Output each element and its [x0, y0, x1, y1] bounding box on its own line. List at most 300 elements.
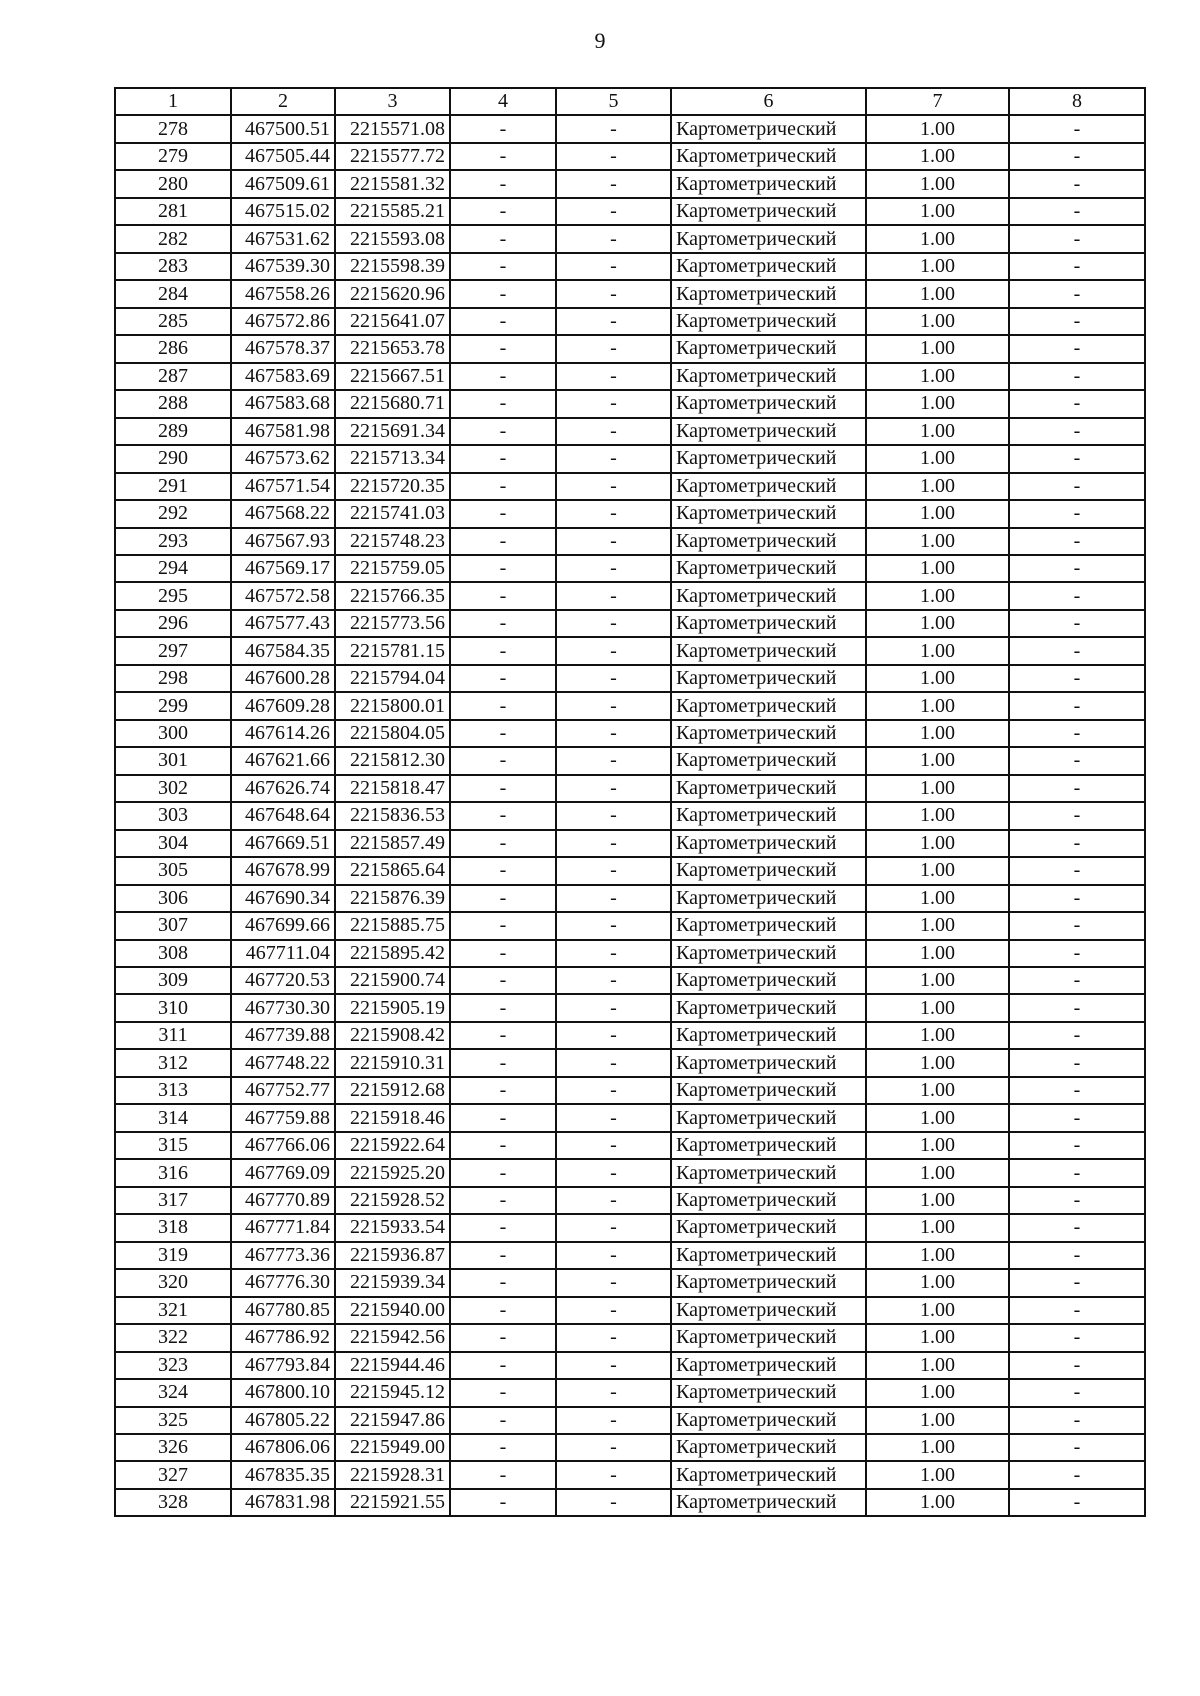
- cell-col-5: -: [556, 967, 671, 994]
- cell-col-5: -: [556, 610, 671, 637]
- cell-y-coordinate: 2215720.35: [335, 473, 450, 500]
- cell-x-coordinate: 467759.88: [231, 1104, 335, 1131]
- cell-col-8: -: [1009, 637, 1145, 664]
- cell-method: Картометрический: [671, 143, 866, 170]
- cell-col-8: -: [1009, 1242, 1145, 1269]
- cell-x-coordinate: 467800.10: [231, 1379, 335, 1406]
- cell-method: Картометрический: [671, 1104, 866, 1131]
- cell-accuracy: 1.00: [866, 1407, 1009, 1434]
- table-row: [115, 1132, 1145, 1159]
- cell-y-coordinate: 2215925.20: [335, 1159, 450, 1186]
- cell-col-8: -: [1009, 747, 1145, 774]
- cell-col-5: -: [556, 885, 671, 912]
- cell-accuracy: 1.00: [866, 967, 1009, 994]
- cell-col-4: -: [450, 363, 556, 390]
- column-header-2: 2: [231, 88, 335, 115]
- cell-accuracy: 1.00: [866, 555, 1009, 582]
- table-row: [115, 225, 1145, 252]
- table-row: [115, 1187, 1145, 1214]
- cell-point-number: 318: [115, 1214, 231, 1241]
- cell-col-4: -: [450, 555, 556, 582]
- cell-accuracy: 1.00: [866, 1489, 1009, 1516]
- cell-col-4: -: [450, 967, 556, 994]
- cell-method: Картометрический: [671, 665, 866, 692]
- cell-col-8: -: [1009, 1104, 1145, 1131]
- cell-y-coordinate: 2215949.00: [335, 1434, 450, 1461]
- cell-col-5: -: [556, 857, 671, 884]
- table-row: [115, 830, 1145, 857]
- cell-x-coordinate: 467505.44: [231, 143, 335, 170]
- table-row: [115, 390, 1145, 417]
- table-row: [115, 528, 1145, 555]
- cell-accuracy: 1.00: [866, 390, 1009, 417]
- cell-y-coordinate: 2215918.46: [335, 1104, 450, 1131]
- cell-method: Картометрический: [671, 253, 866, 280]
- cell-y-coordinate: 2215900.74: [335, 967, 450, 994]
- cell-col-5: -: [556, 1489, 671, 1516]
- cell-y-coordinate: 2215944.46: [335, 1352, 450, 1379]
- cell-col-8: -: [1009, 1379, 1145, 1406]
- table-body: [115, 115, 1145, 1516]
- cell-point-number: 285: [115, 308, 231, 335]
- cell-x-coordinate: 467678.99: [231, 857, 335, 884]
- cell-col-4: -: [450, 1159, 556, 1186]
- cell-x-coordinate: 467748.22: [231, 1049, 335, 1076]
- cell-method: Картометрический: [671, 1077, 866, 1104]
- cell-col-5: -: [556, 1077, 671, 1104]
- table-row: [115, 280, 1145, 307]
- cell-col-8: -: [1009, 994, 1145, 1021]
- cell-col-4: -: [450, 445, 556, 472]
- cell-x-coordinate: 467539.30: [231, 253, 335, 280]
- cell-col-5: -: [556, 555, 671, 582]
- cell-accuracy: 1.00: [866, 857, 1009, 884]
- cell-col-8: -: [1009, 692, 1145, 719]
- cell-method: Картометрический: [671, 967, 866, 994]
- cell-col-5: -: [556, 637, 671, 664]
- cell-y-coordinate: 2215741.03: [335, 500, 450, 527]
- cell-col-4: -: [450, 528, 556, 555]
- cell-y-coordinate: 2215912.68: [335, 1077, 450, 1104]
- cell-point-number: 309: [115, 967, 231, 994]
- cell-method: Картометрический: [671, 390, 866, 417]
- cell-col-5: -: [556, 308, 671, 335]
- cell-col-5: -: [556, 830, 671, 857]
- cell-x-coordinate: 467583.68: [231, 390, 335, 417]
- cell-x-coordinate: 467669.51: [231, 830, 335, 857]
- cell-method: Картометрический: [671, 692, 866, 719]
- table-row: [115, 1269, 1145, 1296]
- cell-col-4: -: [450, 610, 556, 637]
- cell-accuracy: 1.00: [866, 830, 1009, 857]
- cell-col-5: -: [556, 1022, 671, 1049]
- cell-point-number: 323: [115, 1352, 231, 1379]
- cell-method: Картометрический: [671, 994, 866, 1021]
- cell-col-8: -: [1009, 857, 1145, 884]
- cell-y-coordinate: 2215593.08: [335, 225, 450, 252]
- cell-method: Картометрический: [671, 610, 866, 637]
- cell-col-8: -: [1009, 1269, 1145, 1296]
- cell-point-number: 281: [115, 198, 231, 225]
- cell-method: Картометрический: [671, 473, 866, 500]
- cell-x-coordinate: 467626.74: [231, 775, 335, 802]
- cell-accuracy: 1.00: [866, 1242, 1009, 1269]
- cell-col-5: -: [556, 1104, 671, 1131]
- cell-col-8: -: [1009, 775, 1145, 802]
- cell-method: Картометрический: [671, 445, 866, 472]
- table-row: [115, 692, 1145, 719]
- table-row: [115, 912, 1145, 939]
- cell-point-number: 306: [115, 885, 231, 912]
- cell-col-5: -: [556, 1324, 671, 1351]
- cell-accuracy: 1.00: [866, 610, 1009, 637]
- cell-point-number: 328: [115, 1489, 231, 1516]
- table-row: [115, 1159, 1145, 1186]
- cell-accuracy: 1.00: [866, 885, 1009, 912]
- cell-col-5: -: [556, 335, 671, 362]
- cell-method: Картометрический: [671, 1242, 866, 1269]
- cell-col-5: -: [556, 1049, 671, 1076]
- cell-x-coordinate: 467690.34: [231, 885, 335, 912]
- cell-x-coordinate: 467831.98: [231, 1489, 335, 1516]
- cell-point-number: 290: [115, 445, 231, 472]
- cell-x-coordinate: 467720.53: [231, 967, 335, 994]
- cell-y-coordinate: 2215641.07: [335, 308, 450, 335]
- cell-accuracy: 1.00: [866, 940, 1009, 967]
- cell-col-8: -: [1009, 170, 1145, 197]
- cell-point-number: 316: [115, 1159, 231, 1186]
- cell-col-4: -: [450, 280, 556, 307]
- cell-method: Картометрический: [671, 1022, 866, 1049]
- cell-y-coordinate: 2215922.64: [335, 1132, 450, 1159]
- cell-method: Картометрический: [671, 1434, 866, 1461]
- cell-accuracy: 1.00: [866, 1187, 1009, 1214]
- cell-x-coordinate: 467739.88: [231, 1022, 335, 1049]
- cell-accuracy: 1.00: [866, 198, 1009, 225]
- cell-y-coordinate: 2215945.12: [335, 1379, 450, 1406]
- table-row: [115, 473, 1145, 500]
- cell-y-coordinate: 2215800.01: [335, 692, 450, 719]
- table-row: [115, 198, 1145, 225]
- table-row: [115, 610, 1145, 637]
- cell-col-4: -: [450, 418, 556, 445]
- cell-col-4: -: [450, 940, 556, 967]
- cell-col-4: -: [450, 637, 556, 664]
- cell-y-coordinate: 2215876.39: [335, 885, 450, 912]
- cell-accuracy: 1.00: [866, 1049, 1009, 1076]
- cell-point-number: 315: [115, 1132, 231, 1159]
- cell-x-coordinate: 467805.22: [231, 1407, 335, 1434]
- cell-y-coordinate: 2215865.64: [335, 857, 450, 884]
- cell-x-coordinate: 467569.17: [231, 555, 335, 582]
- cell-point-number: 314: [115, 1104, 231, 1131]
- cell-col-8: -: [1009, 1352, 1145, 1379]
- cell-accuracy: 1.00: [866, 473, 1009, 500]
- cell-col-5: -: [556, 473, 671, 500]
- cell-point-number: 299: [115, 692, 231, 719]
- cell-accuracy: 1.00: [866, 692, 1009, 719]
- cell-accuracy: 1.00: [866, 1269, 1009, 1296]
- cell-point-number: 282: [115, 225, 231, 252]
- cell-point-number: 286: [115, 335, 231, 362]
- cell-y-coordinate: 2215928.52: [335, 1187, 450, 1214]
- cell-x-coordinate: 467730.30: [231, 994, 335, 1021]
- cell-point-number: 283: [115, 253, 231, 280]
- cell-point-number: 287: [115, 363, 231, 390]
- cell-point-number: 300: [115, 720, 231, 747]
- cell-accuracy: 1.00: [866, 1324, 1009, 1351]
- cell-col-5: -: [556, 1407, 671, 1434]
- cell-y-coordinate: 2215766.35: [335, 582, 450, 609]
- cell-col-4: -: [450, 1352, 556, 1379]
- cell-col-4: -: [450, 253, 556, 280]
- cell-point-number: 307: [115, 912, 231, 939]
- cell-y-coordinate: 2215940.00: [335, 1297, 450, 1324]
- cell-method: Картометрический: [671, 528, 866, 555]
- cell-point-number: 312: [115, 1049, 231, 1076]
- cell-method: Картометрический: [671, 1159, 866, 1186]
- cell-y-coordinate: 2215748.23: [335, 528, 450, 555]
- cell-point-number: 325: [115, 1407, 231, 1434]
- table-row: [115, 445, 1145, 472]
- table-row: [115, 994, 1145, 1021]
- table-row: [115, 1077, 1145, 1104]
- column-header-6: 6: [671, 88, 866, 115]
- cell-point-number: 302: [115, 775, 231, 802]
- cell-x-coordinate: 467567.93: [231, 528, 335, 555]
- cell-x-coordinate: 467752.77: [231, 1077, 335, 1104]
- column-header-1: 1: [115, 88, 231, 115]
- cell-col-4: -: [450, 1077, 556, 1104]
- cell-col-8: -: [1009, 473, 1145, 500]
- table-row: [115, 582, 1145, 609]
- cell-col-4: -: [450, 1379, 556, 1406]
- cell-col-8: -: [1009, 528, 1145, 555]
- table-row: [115, 1461, 1145, 1488]
- cell-col-5: -: [556, 115, 671, 142]
- cell-point-number: 297: [115, 637, 231, 664]
- cell-col-8: -: [1009, 830, 1145, 857]
- column-header-5: 5: [556, 88, 671, 115]
- cell-method: Картометрический: [671, 198, 866, 225]
- cell-accuracy: 1.00: [866, 802, 1009, 829]
- cell-point-number: 288: [115, 390, 231, 417]
- cell-x-coordinate: 467571.54: [231, 473, 335, 500]
- cell-col-4: -: [450, 692, 556, 719]
- cell-col-5: -: [556, 1379, 671, 1406]
- table-row: [115, 1489, 1145, 1516]
- cell-x-coordinate: 467835.35: [231, 1461, 335, 1488]
- table-row: [115, 308, 1145, 335]
- cell-x-coordinate: 467558.26: [231, 280, 335, 307]
- cell-y-coordinate: 2215905.19: [335, 994, 450, 1021]
- table-row: [115, 143, 1145, 170]
- cell-y-coordinate: 2215933.54: [335, 1214, 450, 1241]
- cell-col-5: -: [556, 747, 671, 774]
- cell-col-5: -: [556, 720, 671, 747]
- cell-col-4: -: [450, 1324, 556, 1351]
- cell-method: Картометрический: [671, 802, 866, 829]
- cell-x-coordinate: 467572.58: [231, 582, 335, 609]
- cell-accuracy: 1.00: [866, 308, 1009, 335]
- cell-col-4: -: [450, 747, 556, 774]
- cell-x-coordinate: 467806.06: [231, 1434, 335, 1461]
- cell-y-coordinate: 2215857.49: [335, 830, 450, 857]
- cell-col-8: -: [1009, 1434, 1145, 1461]
- cell-col-4: -: [450, 857, 556, 884]
- cell-method: Картометрический: [671, 1461, 866, 1488]
- cell-col-4: -: [450, 994, 556, 1021]
- cell-y-coordinate: 2215921.55: [335, 1489, 450, 1516]
- cell-method: Картометрический: [671, 1132, 866, 1159]
- cell-accuracy: 1.00: [866, 115, 1009, 142]
- cell-accuracy: 1.00: [866, 775, 1009, 802]
- cell-accuracy: 1.00: [866, 1077, 1009, 1104]
- cell-col-4: -: [450, 1242, 556, 1269]
- cell-col-8: -: [1009, 1407, 1145, 1434]
- cell-point-number: 313: [115, 1077, 231, 1104]
- cell-accuracy: 1.00: [866, 912, 1009, 939]
- cell-method: Картометрический: [671, 170, 866, 197]
- cell-method: Картометрический: [671, 335, 866, 362]
- cell-col-8: -: [1009, 1077, 1145, 1104]
- cell-col-4: -: [450, 115, 556, 142]
- cell-method: Картометрический: [671, 885, 866, 912]
- cell-col-5: -: [556, 225, 671, 252]
- cell-col-5: -: [556, 143, 671, 170]
- cell-y-coordinate: 2215910.31: [335, 1049, 450, 1076]
- cell-col-5: -: [556, 665, 671, 692]
- cell-col-8: -: [1009, 1297, 1145, 1324]
- cell-x-coordinate: 467577.43: [231, 610, 335, 637]
- table-row: [115, 637, 1145, 664]
- cell-point-number: 326: [115, 1434, 231, 1461]
- cell-accuracy: 1.00: [866, 665, 1009, 692]
- cell-point-number: 317: [115, 1187, 231, 1214]
- cell-col-4: -: [450, 1461, 556, 1488]
- cell-method: Картометрический: [671, 1049, 866, 1076]
- cell-col-4: -: [450, 582, 556, 609]
- cell-y-coordinate: 2215908.42: [335, 1022, 450, 1049]
- cell-col-4: -: [450, 143, 556, 170]
- cell-col-8: -: [1009, 912, 1145, 939]
- cell-method: Картометрический: [671, 1324, 866, 1351]
- cell-col-8: -: [1009, 802, 1145, 829]
- cell-accuracy: 1.00: [866, 1022, 1009, 1049]
- cell-col-8: -: [1009, 500, 1145, 527]
- cell-col-5: -: [556, 198, 671, 225]
- cell-x-coordinate: 467572.86: [231, 308, 335, 335]
- cell-col-8: -: [1009, 143, 1145, 170]
- cell-col-5: -: [556, 418, 671, 445]
- cell-point-number: 278: [115, 115, 231, 142]
- cell-x-coordinate: 467509.61: [231, 170, 335, 197]
- table-row: [115, 363, 1145, 390]
- cell-col-8: -: [1009, 1187, 1145, 1214]
- cell-col-8: -: [1009, 555, 1145, 582]
- table-row: [115, 253, 1145, 280]
- cell-col-4: -: [450, 802, 556, 829]
- table-row: [115, 1324, 1145, 1351]
- cell-col-4: -: [450, 830, 556, 857]
- cell-x-coordinate: 467614.26: [231, 720, 335, 747]
- cell-accuracy: 1.00: [866, 500, 1009, 527]
- cell-point-number: 327: [115, 1461, 231, 1488]
- table-row: [115, 1242, 1145, 1269]
- table-row: [115, 940, 1145, 967]
- cell-accuracy: 1.00: [866, 170, 1009, 197]
- cell-col-8: -: [1009, 665, 1145, 692]
- cell-method: Картометрический: [671, 1352, 866, 1379]
- cell-col-5: -: [556, 445, 671, 472]
- cell-point-number: 294: [115, 555, 231, 582]
- cell-x-coordinate: 467573.62: [231, 445, 335, 472]
- cell-y-coordinate: 2215598.39: [335, 253, 450, 280]
- cell-col-4: -: [450, 665, 556, 692]
- cell-accuracy: 1.00: [866, 335, 1009, 362]
- cell-y-coordinate: 2215804.05: [335, 720, 450, 747]
- cell-col-8: -: [1009, 1132, 1145, 1159]
- cell-point-number: 308: [115, 940, 231, 967]
- cell-x-coordinate: 467621.66: [231, 747, 335, 774]
- table-row: [115, 418, 1145, 445]
- cell-col-8: -: [1009, 720, 1145, 747]
- cell-col-5: -: [556, 802, 671, 829]
- cell-method: Картометрический: [671, 637, 866, 664]
- cell-x-coordinate: 467711.04: [231, 940, 335, 967]
- cell-col-4: -: [450, 1187, 556, 1214]
- cell-y-coordinate: 2215928.31: [335, 1461, 450, 1488]
- cell-point-number: 292: [115, 500, 231, 527]
- cell-method: Картометрический: [671, 500, 866, 527]
- cell-x-coordinate: 467500.51: [231, 115, 335, 142]
- cell-x-coordinate: 467648.64: [231, 802, 335, 829]
- cell-col-5: -: [556, 1214, 671, 1241]
- cell-accuracy: 1.00: [866, 720, 1009, 747]
- cell-point-number: 279: [115, 143, 231, 170]
- cell-col-8: -: [1009, 253, 1145, 280]
- cell-col-5: -: [556, 528, 671, 555]
- cell-col-8: -: [1009, 115, 1145, 142]
- cell-col-8: -: [1009, 418, 1145, 445]
- cell-method: Картометрический: [671, 830, 866, 857]
- cell-accuracy: 1.00: [866, 637, 1009, 664]
- cell-method: Картометрический: [671, 115, 866, 142]
- cell-accuracy: 1.00: [866, 1104, 1009, 1131]
- cell-x-coordinate: 467771.84: [231, 1214, 335, 1241]
- cell-col-4: -: [450, 170, 556, 197]
- cell-col-4: -: [450, 225, 556, 252]
- cell-y-coordinate: 2215939.34: [335, 1269, 450, 1296]
- cell-x-coordinate: 467531.62: [231, 225, 335, 252]
- cell-point-number: 296: [115, 610, 231, 637]
- cell-y-coordinate: 2215581.32: [335, 170, 450, 197]
- cell-x-coordinate: 467699.66: [231, 912, 335, 939]
- cell-y-coordinate: 2215667.51: [335, 363, 450, 390]
- cell-col-5: -: [556, 1461, 671, 1488]
- cell-method: Картометрический: [671, 720, 866, 747]
- cell-method: Картометрический: [671, 857, 866, 884]
- cell-point-number: 305: [115, 857, 231, 884]
- cell-accuracy: 1.00: [866, 528, 1009, 555]
- cell-x-coordinate: 467793.84: [231, 1352, 335, 1379]
- cell-col-8: -: [1009, 308, 1145, 335]
- cell-point-number: 280: [115, 170, 231, 197]
- cell-col-8: -: [1009, 1049, 1145, 1076]
- cell-accuracy: 1.00: [866, 363, 1009, 390]
- cell-col-4: -: [450, 335, 556, 362]
- table-row: [115, 335, 1145, 362]
